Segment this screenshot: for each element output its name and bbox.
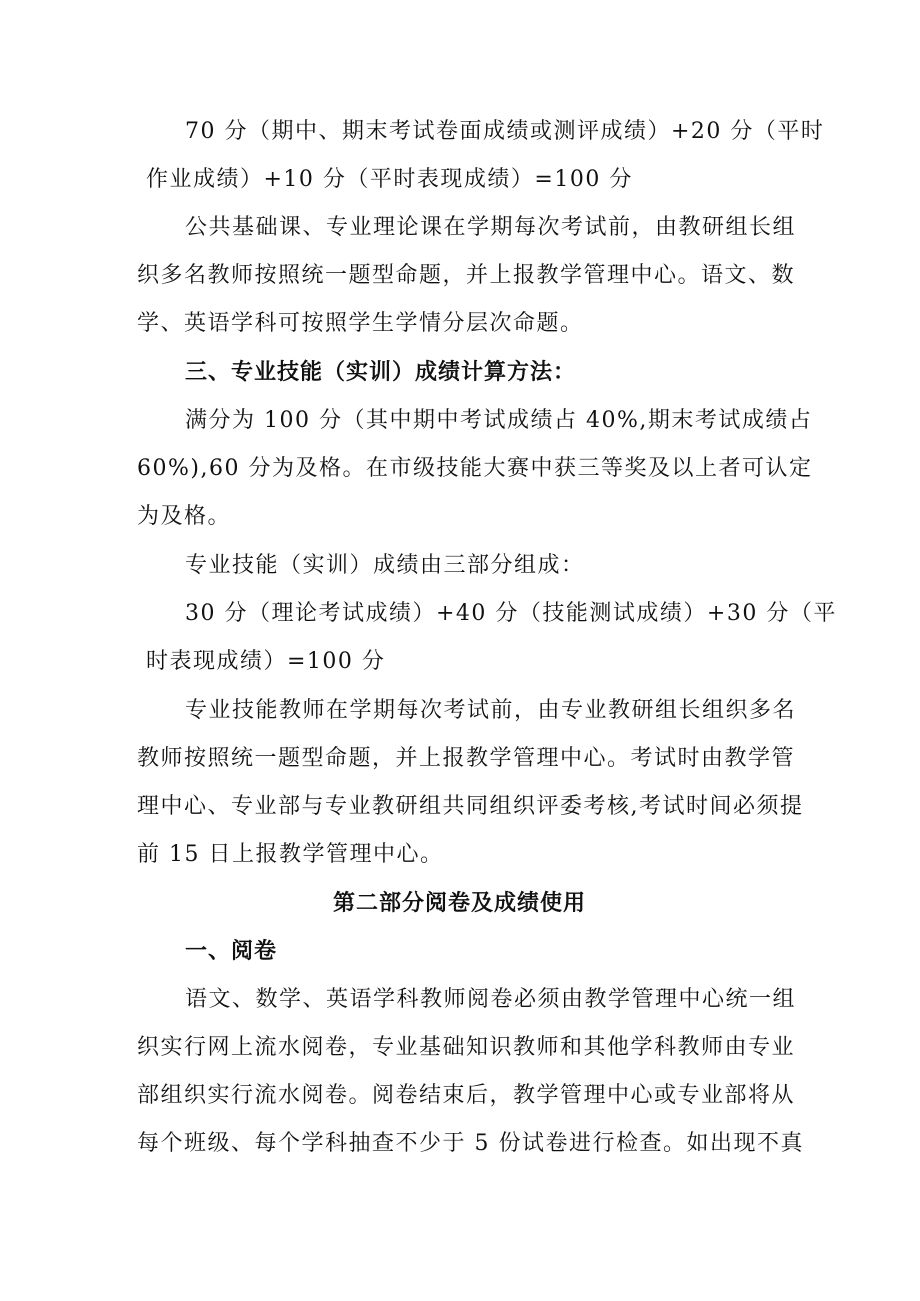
paragraph-line: 满分为 100 分（其中期中考试成绩占 40%,期末考试成绩占 (185, 408, 813, 433)
paragraph-line: 70 分（期中、期末考试卷面成绩或测评成绩）+20 分（平时 (185, 119, 825, 144)
paragraph-line: 公共基础课、专业理论课在学期每次考试前，由教研组长组 (185, 215, 797, 240)
paragraph-line: 作业成绩）+10 分（平时表现成绩）=100 分 (146, 167, 633, 192)
section-heading: 三、专业技能（实训）成绩计算方法： (185, 360, 577, 385)
paragraph-line: 语文、数学、英语学科教师阅卷必须由教学管理中心统一组 (185, 987, 797, 1012)
paragraph-line: 织多名教师按照统一题型命题，并上报教学管理中心。语文、数 (137, 263, 796, 288)
section-heading: 一、阅卷 (185, 939, 278, 964)
paragraph-line: 织实行网上流水阅卷，专业基础知识教师和其他学科教师由专业 (137, 1035, 796, 1060)
paragraph-line: 为及格。 (137, 504, 232, 529)
paragraph-line: 教师按照统一题型命题，并上报教学管理中心。考试时由教学管 (137, 746, 796, 771)
paragraph-line: 专业技能（实训）成绩由三部分组成： (185, 553, 585, 578)
paragraph-line: 专业技能教师在学期每次考试前，由专业教研组长组织多名 (185, 698, 797, 723)
paragraph-line: 每个班级、每个学科抽查不少于 5 份试卷进行检查。如出现不真 (137, 1131, 804, 1156)
paragraph-line: 前 15 日上报教学管理中心。 (137, 842, 444, 867)
paragraph-line: 30 分（理论考试成绩）+40 分（技能测试成绩）+30 分（平 (185, 601, 837, 626)
paragraph-line: 60%),60 分为及格。在市级技能大赛中获三等奖及以上者可认定 (137, 456, 813, 481)
part-title: 第二部分阅卷及成绩使用 (333, 891, 587, 916)
paragraph-line: 学、英语学科可按照学生学情分层次命题。 (137, 311, 584, 336)
paragraph-line: 时表现成绩）=100 分 (146, 649, 386, 674)
paragraph-line: 部组织实行流水阅卷。阅卷结束后，教学管理中心或专业部将从 (137, 1083, 796, 1108)
paragraph-line: 理中心、专业部与专业教研组共同组织评委考核,考试时间必须提 (137, 794, 804, 819)
